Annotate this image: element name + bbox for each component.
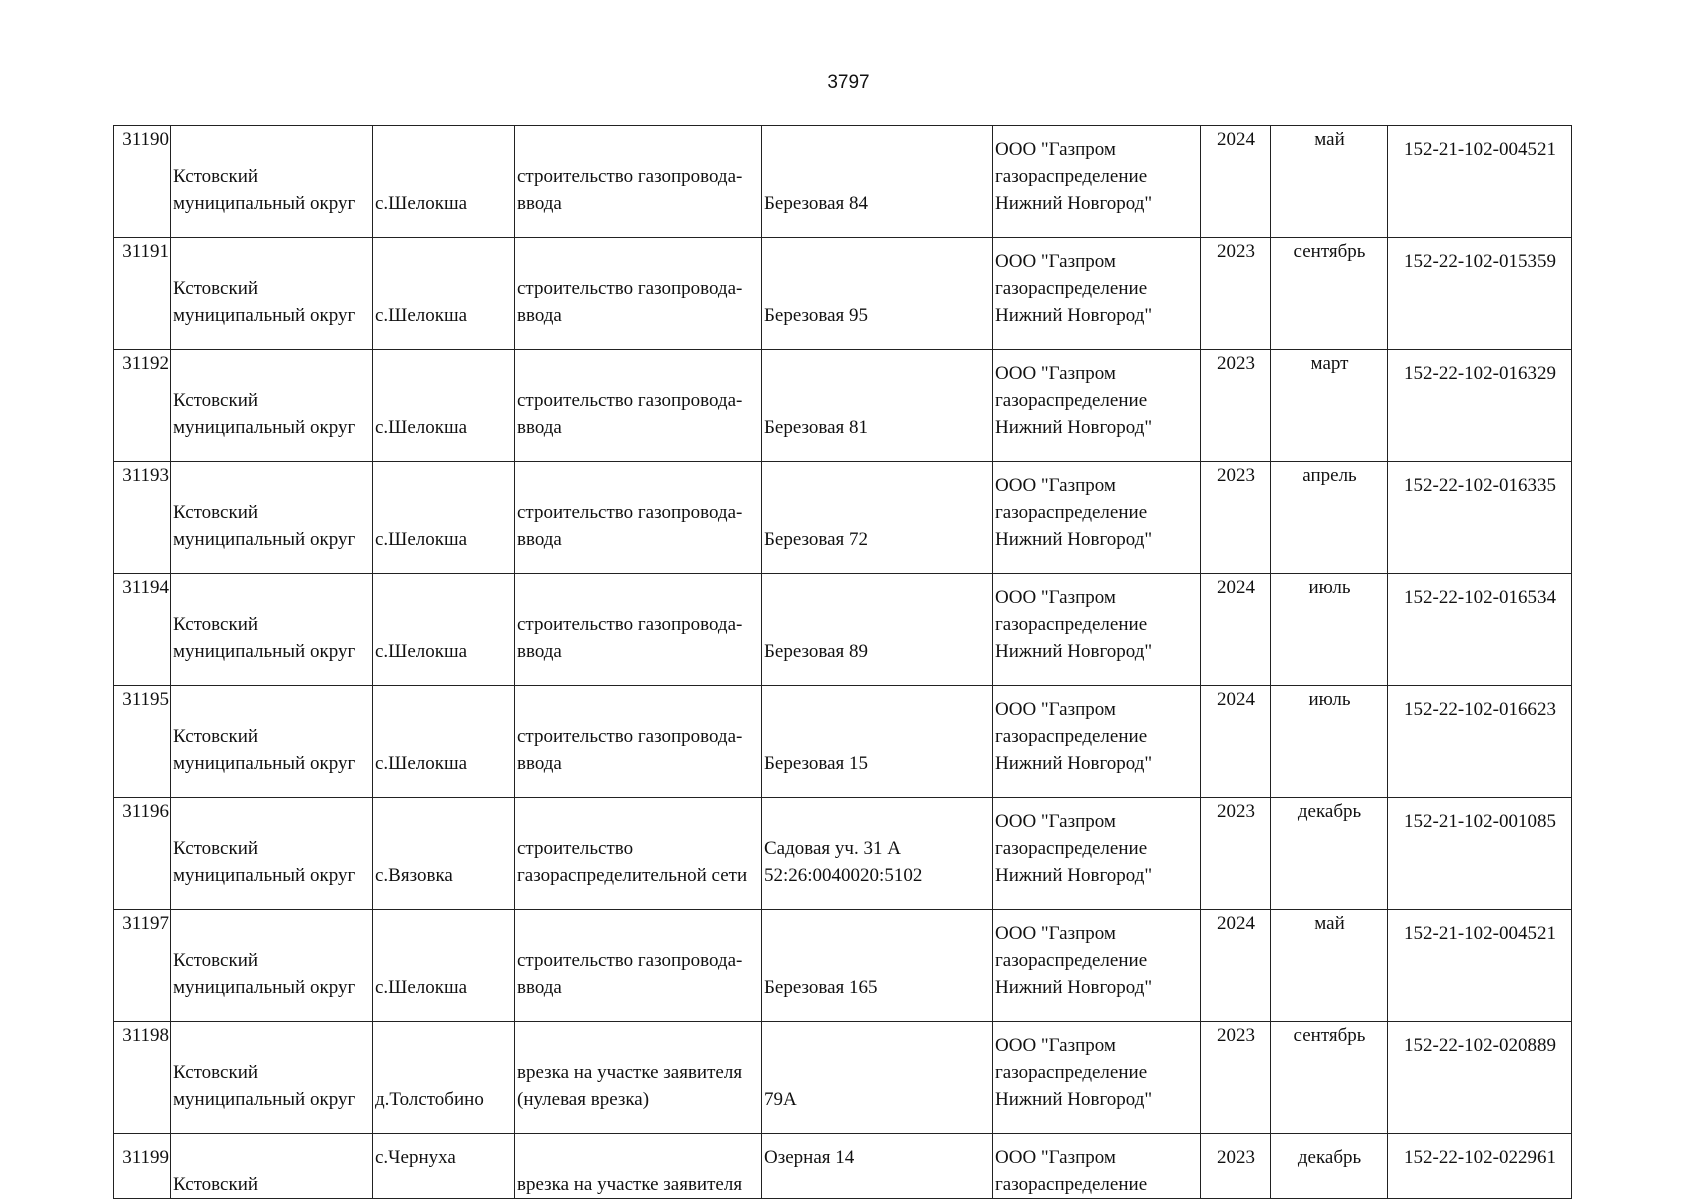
locality-cell [373,1134,515,1199]
organization-line: газораспределение [995,390,1148,411]
organization-cell [993,574,1201,686]
district-line: Кстовский [173,614,259,635]
district-cell [171,1134,373,1199]
table-row [114,574,1572,686]
district-cell [171,462,373,574]
work-type-line: ввода [517,305,562,326]
address-line: Березовая 165 [764,977,878,998]
locality-cell [373,910,515,1022]
work-type-line: ввода [517,193,562,214]
month-cell: сентябрь [1271,238,1388,350]
district-line: муниципальный округ [173,753,356,774]
row-number: 31191 [114,238,171,350]
organization-line: Нижний Новгород" [995,641,1153,662]
table-row-partial [114,1134,1572,1199]
district-line: муниципальный округ [173,417,356,438]
table-body [114,126,1572,1199]
work-type-cell [515,462,762,574]
year-cell: 2023 [1201,238,1271,350]
locality-text: с.Шелокша [375,977,468,998]
address-line: Березовая 15 [764,753,869,774]
address-cell [762,462,993,574]
work-type-line: строительство газопровода- [517,166,743,187]
work-type-line: врезка на участке заявителя [517,1062,743,1083]
permit-code-cell: 152-22-102-022961 [1388,1134,1572,1199]
year-cell: 2023 [1201,462,1271,574]
district-line: Кстовский [173,278,259,299]
organization-line: газораспределение [995,614,1148,635]
address-line: Березовая 95 [764,305,869,326]
locality-cell [373,574,515,686]
address-line: 79А [764,1089,797,1110]
organization-line: ООО "Газпром [995,587,1116,608]
district-line: Кстовский [173,1174,259,1195]
permit-code-cell: 152-21-102-004521 [1388,126,1572,238]
work-type-line: строительство газопровода- [517,950,743,971]
address-line: Озерная 14 [764,1147,855,1168]
year-cell: 2023 [1201,1134,1271,1199]
year-cell: 2023 [1201,798,1271,910]
month-cell: сентябрь [1271,1022,1388,1134]
organization-line: газораспределение [995,278,1148,299]
district-line: Кстовский [173,726,259,747]
address-line: Березовая 72 [764,529,869,550]
organization-line: ООО "Газпром [995,923,1116,944]
district-cell [171,574,373,686]
district-line: муниципальный округ [173,641,356,662]
organization-line: ООО "Газпром [995,139,1116,160]
work-type-line: врезка на участке заявителя [517,1174,743,1195]
locality-cell [373,686,515,798]
table-row [114,238,1572,350]
organization-line: газораспределение [995,1174,1148,1195]
locality-text: с.Шелокша [375,641,468,662]
month-cell: май [1271,910,1388,1022]
district-line: муниципальный округ [173,529,356,550]
work-type-cell [515,238,762,350]
work-type-line: газораспределительной сети [517,865,748,886]
organization-cell [993,798,1201,910]
table-row [114,798,1572,910]
organization-line: Нижний Новгород" [995,529,1153,550]
permit-code-cell: 152-22-102-016335 [1388,462,1572,574]
permit-code-cell: 152-21-102-004521 [1388,910,1572,1022]
row-number: 31198 [114,1022,171,1134]
address-line: Садовая уч. 31 А [764,838,901,859]
row-number: 31195 [114,686,171,798]
organization-line: Нижний Новгород" [995,193,1153,214]
address-cell [762,126,993,238]
row-number: 31197 [114,910,171,1022]
permit-code-cell: 152-22-102-016534 [1388,574,1572,686]
organization-cell [993,686,1201,798]
organization-cell [993,1022,1201,1134]
table-row [114,686,1572,798]
district-cell [171,126,373,238]
organization-line: Нижний Новгород" [995,417,1153,438]
organization-line: ООО "Газпром [995,699,1116,720]
registry-table [113,125,1572,1199]
locality-text: с.Шелокша [375,417,468,438]
address-cell [762,1134,993,1199]
row-number: 31190 [114,126,171,238]
district-line: Кстовский [173,166,259,187]
work-type-line: строительство газопровода- [517,390,743,411]
organization-cell [993,1134,1201,1199]
locality-cell [373,126,515,238]
locality-text: с.Вязовка [375,865,453,886]
row-number: 31194 [114,574,171,686]
permit-code-cell: 152-22-102-020889 [1388,1022,1572,1134]
work-type-line: ввода [517,641,562,662]
work-type-cell [515,574,762,686]
organization-line: ООО "Газпром [995,475,1116,496]
row-number: 31196 [114,798,171,910]
work-type-cell [515,1022,762,1134]
work-type-line: строительство газопровода- [517,278,743,299]
district-line: муниципальный округ [173,865,356,886]
work-type-cell [515,1134,762,1199]
locality-cell [373,798,515,910]
work-type-cell [515,350,762,462]
organization-line: ООО "Газпром [995,1035,1116,1056]
locality-cell [373,462,515,574]
year-cell: 2023 [1201,350,1271,462]
organization-cell [993,126,1201,238]
address-cell [762,910,993,1022]
address-cell [762,1022,993,1134]
work-type-line: (нулевая врезка) [517,1089,650,1110]
table-row [114,126,1572,238]
district-cell [171,798,373,910]
organization-line: Нижний Новгород" [995,1089,1153,1110]
work-type-line: ввода [517,529,562,550]
organization-line: газораспределение [995,838,1148,859]
organization-line: газораспределение [995,1062,1148,1083]
work-type-cell [515,798,762,910]
district-cell [171,1022,373,1134]
organization-line: газораспределение [995,502,1148,523]
month-cell: декабрь [1271,1134,1388,1199]
organization-line: газораспределение [995,166,1148,187]
organization-line: ООО "Газпром [995,363,1116,384]
address-line: Березовая 81 [764,417,869,438]
address-cell [762,574,993,686]
district-line: Кстовский [173,950,259,971]
organization-line: Нижний Новгород" [995,977,1153,998]
organization-line: Нижний Новгород" [995,865,1153,886]
district-line: муниципальный округ [173,305,356,326]
organization-cell [993,462,1201,574]
locality-cell [373,238,515,350]
month-cell: июль [1271,686,1388,798]
district-cell [171,350,373,462]
locality-cell [373,1022,515,1134]
work-type-line: строительство газопровода- [517,726,743,747]
month-cell: декабрь [1271,798,1388,910]
locality-text: д.Толстобино [375,1089,484,1110]
address-cell [762,686,993,798]
address-cell [762,798,993,910]
work-type-line: строительство газопровода- [517,502,743,523]
organization-line: ООО "Газпром [995,811,1116,832]
address-line: Березовая 89 [764,641,869,662]
address-cell [762,238,993,350]
row-number: 31199 [114,1134,171,1199]
organization-line: газораспределение [995,726,1148,747]
month-cell: июль [1271,574,1388,686]
work-type-cell [515,126,762,238]
permit-code-cell: 152-22-102-016329 [1388,350,1572,462]
work-type-cell [515,910,762,1022]
organization-line: Нижний Новгород" [995,753,1153,774]
work-type-line: ввода [517,417,562,438]
address-cell [762,350,993,462]
year-cell: 2024 [1201,126,1271,238]
organization-line: ООО "Газпром [995,1147,1116,1168]
district-cell [171,910,373,1022]
page-number: 3797 [827,72,870,93]
table-row [114,1022,1572,1134]
district-line: муниципальный округ [173,977,356,998]
table-row [114,910,1572,1022]
district-cell [171,686,373,798]
locality-text: с.Чернуха [375,1147,456,1168]
organization-cell [993,238,1201,350]
month-cell: май [1271,126,1388,238]
year-cell: 2023 [1201,1022,1271,1134]
district-line: Кстовский [173,1062,259,1083]
row-number: 31192 [114,350,171,462]
table-row [114,350,1572,462]
organization-line: газораспределение [995,950,1148,971]
locality-cell [373,350,515,462]
organization-line: Нижний Новгород" [995,305,1153,326]
year-cell: 2024 [1201,910,1271,1022]
district-line: Кстовский [173,838,259,859]
organization-cell [993,350,1201,462]
work-type-cell [515,686,762,798]
row-number: 31193 [114,462,171,574]
locality-text: с.Шелокша [375,193,468,214]
month-cell: март [1271,350,1388,462]
district-cell [171,238,373,350]
organization-line: ООО "Газпром [995,251,1116,272]
month-cell: апрель [1271,462,1388,574]
district-line: Кстовский [173,502,259,523]
locality-text: с.Шелокша [375,529,468,550]
work-type-line: строительство [517,838,634,859]
permit-code-cell: 152-22-102-016623 [1388,686,1572,798]
work-type-line: ввода [517,753,562,774]
table-row [114,462,1572,574]
year-cell: 2024 [1201,686,1271,798]
locality-text: с.Шелокша [375,305,468,326]
work-type-line: ввода [517,977,562,998]
address-line: Березовая 84 [764,193,869,214]
permit-code-cell: 152-21-102-001085 [1388,798,1572,910]
district-line: Кстовский [173,390,259,411]
address-line: 52:26:0040020:5102 [764,865,923,886]
permit-code-cell: 152-22-102-015359 [1388,238,1572,350]
locality-text: с.Шелокша [375,753,468,774]
organization-cell [993,910,1201,1022]
district-line: муниципальный округ [173,1089,356,1110]
work-type-line: строительство газопровода- [517,614,743,635]
year-cell: 2024 [1201,574,1271,686]
district-line: муниципальный округ [173,193,356,214]
